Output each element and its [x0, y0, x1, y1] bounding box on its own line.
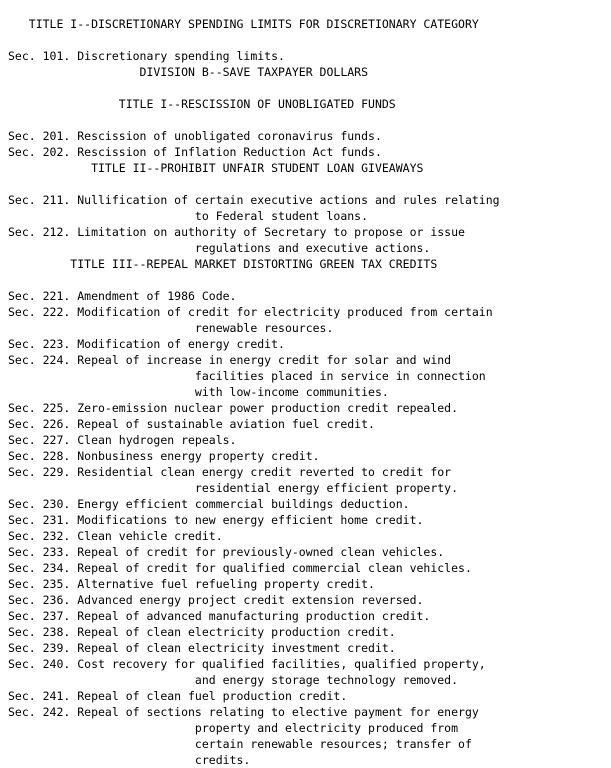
section-entry: Sec. 230. Energy efficient commercial buildings deduction.	[8, 497, 410, 511]
section-entry: Sec. 226. Repeal of sustainable aviation fuel credit.	[8, 417, 375, 431]
section-entry: Sec. 228. Nonbusiness energy property credit.	[8, 449, 320, 463]
section-entry-continuation: with low-income communities.	[8, 385, 389, 399]
section-entry: Sec. 212. Limitation on authority of Secretary to propose or issue	[8, 225, 465, 239]
title-heading: TITLE III--REPEAL MARKET DISTORTING GREEN TAX CREDITS	[8, 257, 438, 271]
section-entry: Sec. 223. Modification of energy credit.	[8, 337, 285, 351]
section-entry: Sec. 201. Rescission of unobligated coronavirus funds.	[8, 129, 382, 143]
title-heading: TITLE I--DISCRETIONARY SPENDING LIMITS FOR DISCRETIONARY CATEGORY	[8, 17, 479, 31]
section-entry: Sec. 202. Rescission of Inflation Reduction Act funds.	[8, 145, 382, 159]
section-entry: Sec. 222. Modification of credit for electricity produced from certain	[8, 305, 493, 319]
section-entry-continuation: credits.	[8, 753, 251, 767]
section-entry-continuation: and energy storage technology removed.	[8, 673, 459, 687]
section-entry: Sec. 229. Residential clean energy credit reverted to credit for	[8, 465, 452, 479]
division-heading: DIVISION B--SAVE TAXPAYER DOLLARS	[8, 65, 369, 79]
section-entry: Sec. 234. Repeal of credit for qualified commercial clean vehicles.	[8, 561, 472, 575]
section-entry: Sec. 224. Repeal of increase in energy credit for solar and wind	[8, 353, 452, 367]
section-entry-continuation: regulations and executive actions.	[8, 241, 431, 255]
table-of-contents	[8, 16, 500, 768]
title-heading: TITLE I--RESCISSION OF UNOBLIGATED FUNDS	[8, 97, 396, 111]
section-entry-continuation: residential energy efficient property.	[8, 481, 459, 495]
section-entry: Sec. 239. Repeal of clean electricity investment credit.	[8, 641, 396, 655]
blank-line	[8, 80, 500, 96]
section-entry: Sec. 237. Repeal of advanced manufacturing production credit.	[8, 609, 431, 623]
section-entry: Sec. 101. Discretionary spending limits.	[8, 49, 285, 63]
section-entry: Sec. 241. Repeal of clean fuel production credit.	[8, 689, 348, 703]
blank-line	[8, 272, 500, 288]
section-entry: Sec. 240. Cost recovery for qualified facilities, qualified property,	[8, 657, 486, 671]
blank-line	[8, 32, 500, 48]
section-entry: Sec. 233. Repeal of credit for previously-owned clean vehicles.	[8, 545, 445, 559]
section-entry: Sec. 225. Zero-emission nuclear power production credit repealed.	[8, 401, 459, 415]
section-entry: Sec. 227. Clean hydrogen repeals.	[8, 433, 237, 447]
section-entry: Sec. 231. Modifications to new energy efficient home credit.	[8, 513, 424, 527]
section-entry-continuation: renewable resources.	[8, 321, 334, 335]
section-entry: Sec. 221. Amendment of 1986 Code.	[8, 289, 237, 303]
section-entry: Sec. 232. Clean vehicle credit.	[8, 529, 223, 543]
section-entry-continuation: certain renewable resources; transfer of	[8, 737, 472, 751]
section-entry: Sec. 238. Repeal of clean electricity production credit.	[8, 625, 396, 639]
section-entry: Sec. 236. Advanced energy project credit extension reversed.	[8, 593, 424, 607]
section-entry: Sec. 211. Nullification of certain executive actions and rules relating	[8, 193, 500, 207]
title-heading: TITLE II--PROHIBIT UNFAIR STUDENT LOAN GIVEAWAYS	[8, 161, 424, 175]
section-entry-continuation: property and electricity produced from	[8, 721, 459, 735]
section-entry-continuation: facilities placed in service in connection	[8, 369, 486, 383]
blank-line	[8, 176, 500, 192]
section-entry: Sec. 235. Alternative fuel refueling property credit.	[8, 577, 375, 591]
section-entry: Sec. 242. Repeal of sections relating to elective payment for energy	[8, 705, 479, 719]
section-entry-continuation: to Federal student loans.	[8, 209, 369, 223]
blank-line	[8, 112, 500, 128]
